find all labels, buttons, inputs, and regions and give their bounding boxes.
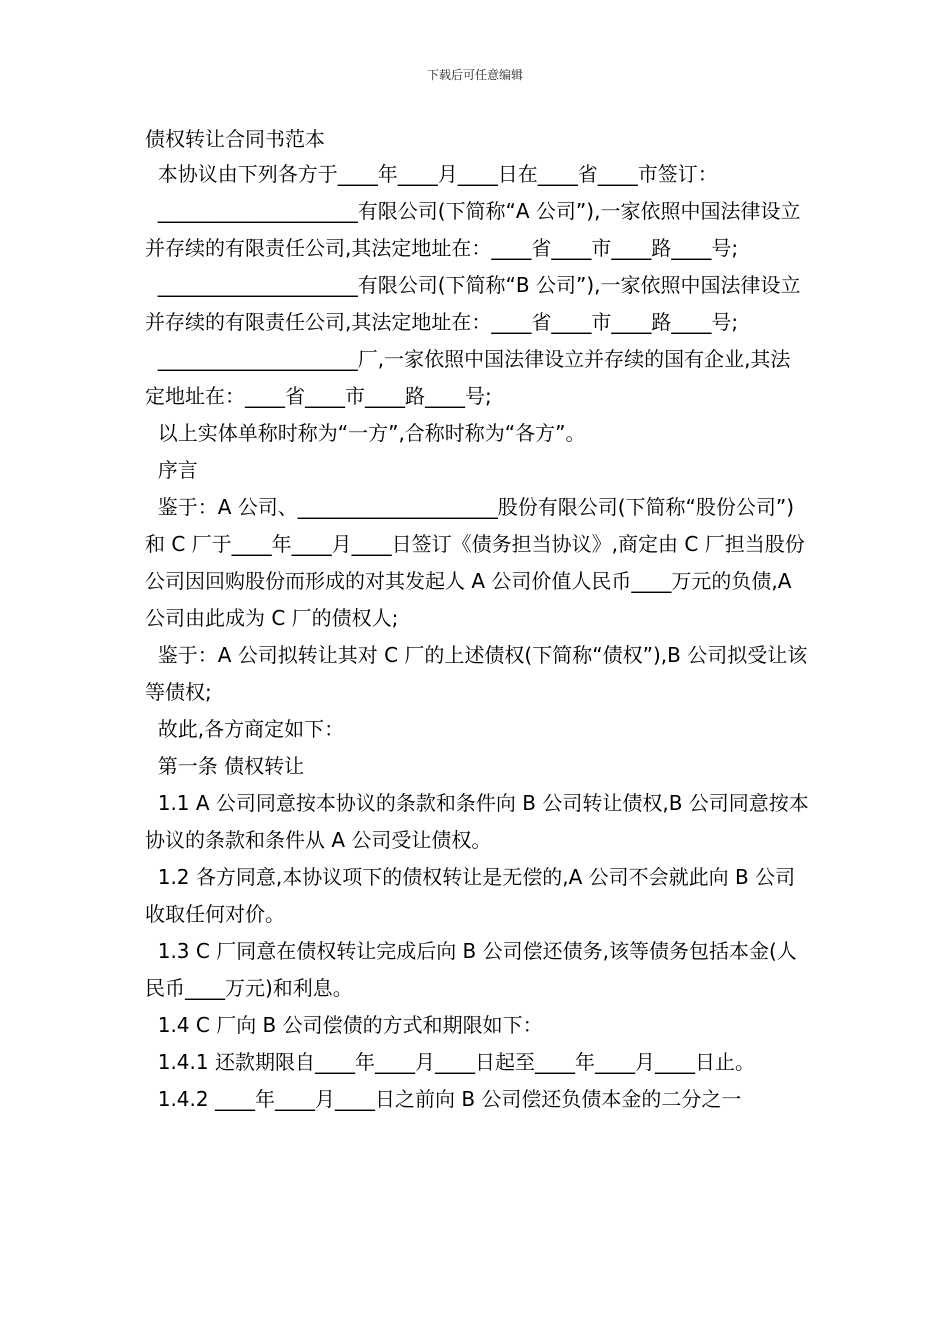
paragraph-party-b: ____________________有限公司(下简称“B 公司”),一家依照中国法律设立并存续的有限责任公司,其法定地址在：____省____市____路____号; [145,273,801,334]
clause-1-1: 1.1 A 公司同意按本协议的条款和条件向 B 公司转让债权,B 公司同意按本协议的条款和条件从 A 公司受让债权。 [145,791,809,852]
paragraph-party-a: ____________________有限公司(下简称“A 公司”),一家依照中国法律设立并存续的有限责任公司,其法定地址在：____省____市____路____号; [145,199,801,260]
section-preface: 序言 [145,458,198,482]
paragraph-whereas-1: 鉴于：A 公司、____________________股份有限公司(下简称“股份公司”)和 C 厂于____年____月____日签订《债务担当协议》,商定由 C 厂担当股份公司因回购股份而形成的对其发起人 A 公司价值人民币____万元的负债,A 公司由此成为 C 厂的债权人; [145,495,805,630]
article-1-heading: 第一条 债权转让 [145,754,305,778]
paragraph-definitions: 以上实体单称时称为“一方”,合称时称为“各方”。 [145,421,586,445]
clause-1-2: 1.2 各方同意,本协议项下的债权转让是无偿的,A 公司不会就此向 B 公司收取任何对价。 [145,865,796,926]
page-header: 下载后可任意编辑 [426,68,523,82]
clause-1-4-1: 1.4.1 还款期限自____年____月____日起至____年____月____日止。 [145,1050,755,1074]
document-title: 债权转让合同书范本 [145,127,325,151]
paragraph-signing: 本协议由下列各方于____年____月____日在____省____市签订： [145,162,718,186]
clause-1-4: 1.4 C 厂向 B 公司偿债的方式和期限如下： [145,1013,543,1037]
clause-1-4-2: 1.4.2 ____年____月____日之前向 B 公司偿还负债本金的二分之一 [145,1087,742,1111]
paragraph-agreement: 故此,各方商定如下： [145,717,345,741]
clause-1-3: 1.3 C 厂同意在债权转让完成后向 B 公司偿还债务,该等债务包括本金(人民币____万元)和利息。 [145,939,797,1000]
document-body [145,124,810,1118]
paragraph-whereas-2: 鉴于：A 公司拟转让其对 C 厂的上述债权(下简称“债权”),B 公司拟受让该等债权; [145,643,808,704]
paragraph-party-c: ____________________厂,一家依照中国法律设立并存续的国有企业,其法定地址在：____省____市____路____号; [145,347,791,408]
